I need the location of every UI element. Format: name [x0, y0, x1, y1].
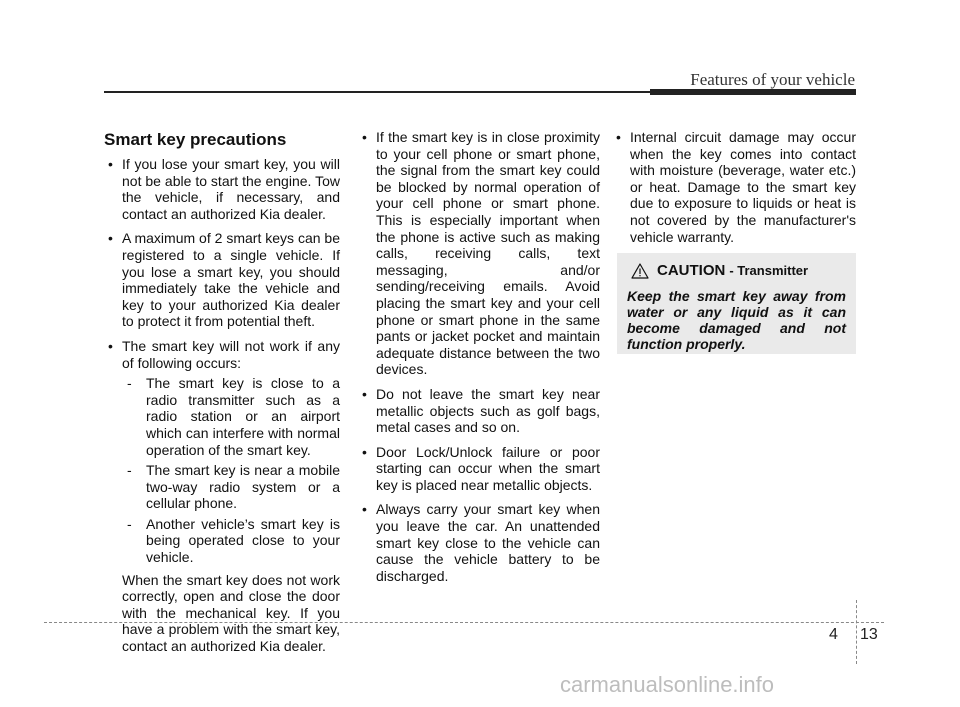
bullet-list-3 [612, 129, 856, 245]
paragraph: When the smart key does not work correctly, open and close the door with the mechanical key. If you have a problem with the smart key, contact an authorized Kia dealer. [122, 571, 340, 655]
caution-box [617, 253, 856, 354]
column-2 [358, 129, 600, 592]
caution-label: CAUTION [657, 262, 726, 279]
page-number: 13 [860, 626, 878, 643]
column-1 [104, 130, 340, 663]
chapter-number: 4 [829, 626, 838, 643]
bullet-list-2 [358, 129, 600, 584]
footer-rule [44, 622, 884, 623]
watermark: carmanualsonline.info [560, 672, 775, 697]
header-rule-accent [650, 89, 856, 95]
sub-list-item: - The smart key is close to a radio transmitter such as a radio station or an airport which can interfere with normal operation of the smart key. [122, 375, 340, 458]
warning-triangle-icon [631, 263, 649, 279]
footer-divider [856, 600, 857, 664]
caution-text: Keep the smart key away from water or any liquid as it can become damaged and not function properly. [627, 288, 846, 352]
sub-list-item: - Another vehicle’s smart key is being operated close to your vehicle. [122, 516, 340, 566]
list-item: • Internal circuit damage may occur when the key comes into contact with moisture (beverage, water etc.) or heat. Damage to the smart key due to exposure to liquids or heat is not covered by the manufacturer's vehicle warranty. [612, 129, 856, 245]
sub-list-item: - The smart key is near a mobile two-way radio system or a cellular phone. [122, 462, 340, 512]
list-item-text: The smart key will not work if any of following occurs: [122, 337, 340, 371]
list-item: • Do not leave the smart key near metallic objects such as golf bags, metal cases and so on. [358, 386, 600, 436]
section-title: Smart key precautions [104, 130, 287, 149]
bullet-list-1 [104, 156, 340, 655]
caution-header [627, 262, 846, 279]
caution-sublabel: - Transmitter [729, 263, 809, 278]
list-item [104, 338, 340, 655]
list-item: • Door Lock/Unlock failure or poor starting can occur when the smart key is placed near metallic objects. [358, 444, 600, 494]
list-item: • A maximum of 2 smart keys can be registered to a single vehicle. If you lose a smart key, you should immediately take the vehicle and key to your authorized Kia dealer to protect it from potential theft. [104, 230, 340, 330]
column-3 [612, 129, 856, 253]
list-item: • If you lose your smart key, you will not be able to start the engine. Tow the vehicle, if necessary, and contact an authorized Kia dealer. [104, 156, 340, 222]
list-item: • Always carry your smart key when you leave the car. An unattended smart key close to the vehicle can cause the vehicle battery to be discharged. [358, 501, 600, 584]
list-item: • If the smart key is in close proximity to your cell phone or smart phone, the signal from the smart key could be blocked by normal operation of your cell phone or smart phone. This is especially important when the phone is active such as making calls, receiving calls, text messaging, and/or sending/receiving emails. Avoid placing the smart key and your cell phone or smart phone in the same pants or jacket pocket and maintain adequate distance between the two devices. [358, 129, 600, 378]
sub-list [122, 375, 340, 566]
header-title: Features of your vehicle [690, 70, 855, 89]
